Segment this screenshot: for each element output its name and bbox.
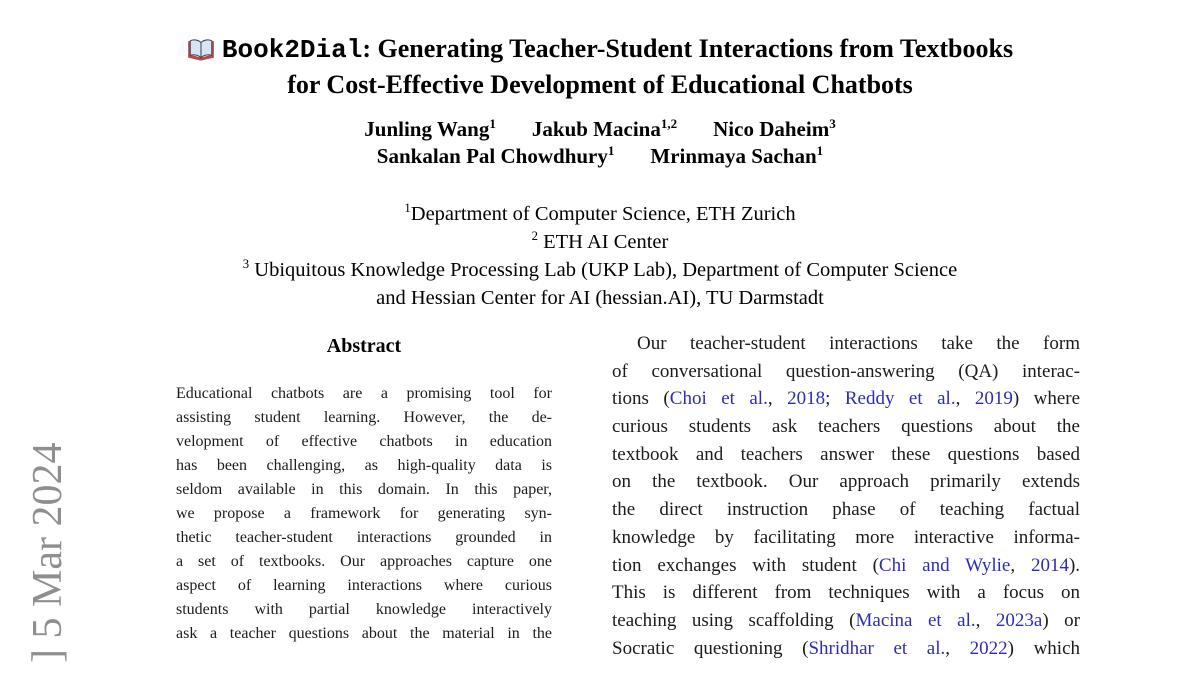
author-affiliation-marker: 1 [607,143,615,158]
affiliation-line: $^2$ ETH AI Center [531,229,669,253]
body-text-segment: the direct instruction phase of teaching factual [612,499,1080,521]
citation-link[interactable]: Choi et al. [669,388,768,410]
author-affiliation-marker: 3 [829,116,836,131]
body-text-segment: ) which [1007,637,1081,659]
abstract-line: has been challenging, as high-quality data is [176,457,552,474]
affiliation-marker: 1 [404,201,411,216]
abstract-line: thetic teacher-student interactions grounded in [176,529,552,546]
body-text-segment: Our teacher-student interactions take the form [637,333,1080,354]
body-text-segment: tions ( [612,388,670,410]
citation-link[interactable]: Macina et al. [855,609,976,631]
body-line [612,385,1080,413]
body-line [612,524,1080,552]
paper-title-system-name: Book2Dial [221,35,363,65]
body-line [612,552,1080,580]
author-name: Jakub Macina$^{1,2}$ [531,116,678,141]
body-text-segment: ) where [1012,388,1081,410]
body-line [612,607,1080,635]
author-affiliation-marker: 1 [816,143,824,158]
body-line [612,468,1080,496]
body-line [612,358,1080,386]
abstract-line: assisting student learning. However, the de- [176,409,552,426]
abstract-section [176,333,552,646]
author-name: Sankalan Pal Chowdhury$^1$ [376,143,615,168]
body-text-segment: teaching using scaffolding ( [612,609,856,631]
abstract-line: ask a teacher questions about the material in the [176,625,552,642]
body-text-column [612,330,1080,662]
body-line [612,635,1080,663]
citation-link[interactable]: Reddy et al. [844,388,956,410]
body-line [612,330,1080,358]
author-name: Mrinmaya Sachan$^1$ [650,143,824,168]
abstract-heading: Abstract [326,335,402,357]
author-name: Nico Daheim$^3$ [713,116,836,141]
body-text-segment: , [1010,554,1031,576]
affiliation-line: $^1$Department of Computer Science, ETH Zurich [404,201,796,225]
affiliation-line: $^3$ Ubiquitous Knowledge Processing Lab (UKP Lab), Department of Computer Science [242,257,958,281]
abstract-text [176,382,552,646]
author-line-2 [0,143,1200,170]
citation-link[interactable]: 2018 [787,388,826,410]
body-text-segment: , [945,637,970,659]
body-line [612,413,1080,441]
abstract-line: Educational chatbots are a promising tool for [176,385,552,402]
citation-link[interactable]: 2022 [969,637,1008,659]
citation-link[interactable]: Shridhar et al. [808,637,946,659]
body-text-segment: knowledge by facilitating more interactive informa- [612,526,1080,548]
body-line [612,441,1080,469]
body-text-segment: This is different from techniques with a focus on [612,582,1080,604]
author-affiliation-marker: 1 [489,116,496,131]
paper-title-line1 [0,33,1200,69]
affiliation-line: and Hessian Center for AI (hessian.AI), TU Darmstadt [376,287,824,309]
body-text-segment: curious students ask teachers questions about the [612,416,1080,438]
paper-title-line2: for Cost-Effective Development of Educational Chatbots [287,70,913,99]
abstract-line: seldom available in this domain. In this paper, [176,481,552,498]
author-line-1 [0,116,1200,143]
body-text-segment: Socratic questioning ( [612,637,809,659]
citation-link[interactable]: 2023a [995,609,1043,631]
arxiv-date-watermark: ] 5 Mar 2024 [25,442,71,663]
body-line [612,579,1080,607]
body-text-segment: on the textbook. Our approach primarily extends [612,471,1080,493]
body-line [612,496,1080,524]
affiliation-marker: 3 [242,257,250,272]
body-text-segment: ) or [1042,609,1080,631]
affiliation-marker: 2 [531,229,538,244]
body-text-segment: textbook and teachers answer these questions based [612,443,1080,465]
body-text-segment: ). [1068,554,1081,576]
body-text-segment: tion exchanges with student ( [612,554,879,576]
abstract-line: velopment of effective chatbots in education [176,433,552,450]
abstract-line: aspect of learning interactions where curious [176,577,552,594]
author-name: Junling Wang$^1$ [364,116,496,141]
body-text-segment: , [955,388,975,410]
body-text-segment: , [975,609,996,631]
open-book-icon [187,37,215,69]
citation-link[interactable]: 2014 [1030,554,1069,576]
citation-link[interactable]: Chi and Wylie [878,554,1011,576]
abstract-line: we propose a framework for generating syn- [176,505,552,522]
body-text-segment: , [767,388,788,410]
paper-header [0,33,1200,312]
citation-link[interactable]: 2019 [974,388,1013,410]
author-affiliation-marker: 1,2 [660,116,678,131]
author-block [0,116,1200,170]
body-text-segment: of conversational question-answering (QA) interac- [612,360,1080,382]
body-text-segment: ; [825,388,845,410]
abstract-line: students with partial knowledge interactively [176,601,552,618]
affiliations-block [0,200,1200,312]
abstract-line: a set of textbooks. Our approaches capture one [176,553,552,570]
paper-title-rest: : Generating Teacher-Student Interactions from Textbooks [362,34,1014,63]
